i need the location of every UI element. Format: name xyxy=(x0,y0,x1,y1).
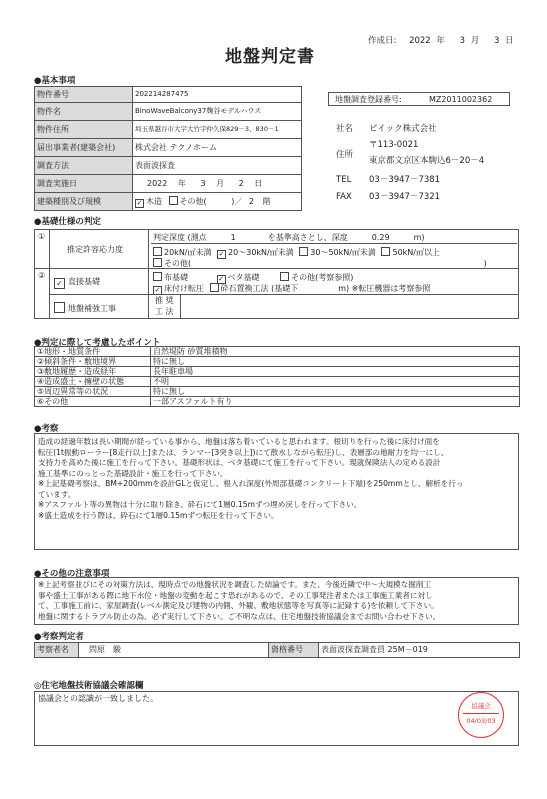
date-block xyxy=(368,37,514,46)
fnd-cloth: 布基礎 xyxy=(164,273,188,282)
consideration-line: ※上記基礎考察は、BM+200mmを設計GLと仮定し、根入れ深度(外周部基礎コンクリート下端)を250mmとし、解析を行っ xyxy=(38,479,464,488)
tel: 03－3947－7381 xyxy=(369,175,441,185)
fnd-gravel: 砕石置換工法 (基礎下 m) xyxy=(220,284,350,293)
address: 東京都文京区本駒込6－20－4 xyxy=(369,156,485,166)
direct-foundation xyxy=(54,278,100,289)
consideration-line: ※アスファルト等の異物は十分に取り除き、砕石にて1層0.15mずつ埋め戻しを行って下さい。 xyxy=(38,500,362,509)
point-label: ③敷地履歴・造成経年 xyxy=(35,367,151,377)
direct-checkbox[interactable]: ✓ xyxy=(54,278,65,289)
qualification-number: 表面波探査調査員 25M－019 xyxy=(319,643,520,658)
point-value: 長年駐車場 xyxy=(151,367,520,377)
spec-row1-no: ① xyxy=(38,232,46,241)
basic-value: 202214287475 xyxy=(133,87,302,103)
mat-checkbox[interactable]: ✓ xyxy=(218,275,224,283)
fax-label: FAX xyxy=(336,192,352,202)
council-box xyxy=(34,691,519,746)
council-text: 協議会との認識が一致しました。 xyxy=(38,694,158,703)
section-notes: ●その他の注意事項 xyxy=(34,569,110,579)
survey-date-label: 調査実施日 xyxy=(35,175,133,193)
structure-value xyxy=(133,193,302,211)
basic-label: 物件番号 xyxy=(35,87,133,103)
date-year: 2022 xyxy=(409,36,431,46)
notes-line: ※上記考察並びにその対策方法は、現時点での地盤状況を調査した結論です。また、今後近隣で中～大規模な掘削工 xyxy=(38,580,432,589)
fnd-other-checkbox[interactable] xyxy=(280,272,289,281)
improve-label: 地盤補強工事 xyxy=(68,304,116,313)
consideration-line: 造成の経過年数は長い期間が経っている事から、地盤は落ち着いていると思われます。根切りを行った後に床付け面を xyxy=(38,437,440,446)
section-consideration: ●考察 xyxy=(34,424,59,434)
date-label: 作成日: xyxy=(368,36,397,46)
examiner-name-label: 考察者名 xyxy=(35,643,79,658)
section-spec: ●基礎仕様の判定 xyxy=(34,217,101,227)
survey-day-unit: 日 xyxy=(254,178,263,188)
section-basic: ●基本事項 xyxy=(34,76,76,86)
basic-value: 株式会社 テクノホーム xyxy=(133,139,302,157)
opt-other-close: ) xyxy=(483,259,487,268)
structure-floor-unit: 階 xyxy=(262,196,271,206)
foundation-options-2 xyxy=(153,283,430,295)
date-day-unit: 日 xyxy=(505,36,514,46)
notes-line: て、工事施工前に、家屋調査(レベル測定及び建物の内側、外観、敷地状態等を写真等に記録する)を依頼して下さい。 xyxy=(38,601,439,610)
basic-value: BinoWaveBalcony37麹谷モデルハウス xyxy=(133,103,302,121)
strength-other xyxy=(153,258,487,268)
opt-20-30: 20～30kN/㎡未満 xyxy=(228,248,294,257)
fnd-compact: 床付け転圧 xyxy=(164,284,204,293)
section-examiner: ●考察判定者 xyxy=(34,632,84,642)
approval-stamp xyxy=(458,692,504,738)
point-value: 特に無し xyxy=(151,357,520,367)
improvement-work xyxy=(54,302,116,313)
basic-label: 物件名 xyxy=(35,103,133,121)
qualification-label: 資格番号 xyxy=(269,643,319,658)
points-table xyxy=(34,346,520,407)
examiner-table xyxy=(34,642,520,658)
tel-label: TEL xyxy=(336,175,352,185)
opt-lt20: 20kN/㎡未満 xyxy=(164,248,212,257)
survey-year: 2022 xyxy=(147,178,168,188)
fnd-other: その他(考察参照) xyxy=(291,273,354,282)
structure-close: )／ xyxy=(231,196,243,206)
point-value: 不明 xyxy=(151,377,520,387)
reg-number: MZ2011002362 xyxy=(429,95,493,104)
compact-checkbox[interactable]: ✓ xyxy=(154,286,161,294)
consideration-line: 支持力を高めた後に施工を行って下さい。基礎形状は、ベタ基礎にて施工を行って下さい。現就保険法人の定める設計 xyxy=(38,458,441,467)
direct-label: 直接基礎 xyxy=(68,277,100,286)
survey-month: 3 xyxy=(200,178,206,188)
fnd-mat: ベタ基礎 xyxy=(227,273,260,282)
basic-value: 表面波探査 xyxy=(133,157,302,175)
stamp-date: 04/03/03 xyxy=(466,717,496,725)
strength-other-checkbox[interactable] xyxy=(153,258,162,267)
date-day: 3 xyxy=(493,36,500,46)
basic-label: 調査方法 xyxy=(35,157,133,175)
structure-other: その他( xyxy=(179,196,207,206)
date-month-unit: 月 xyxy=(470,36,480,46)
point-label: ①地形・地質条件 xyxy=(35,347,151,357)
page-title: 地盤判定書 xyxy=(225,47,315,67)
point-value: 自然堤防 砂質堆積物 xyxy=(151,347,520,357)
section-points: ●判定に際して考慮したポイント xyxy=(34,338,161,348)
notes-line: 地盤に関するトラブル防止の為、必ず実行して下さい。ご不明な点は、住宅地盤技術協議会までお問い合わせ下さい。 xyxy=(38,611,441,621)
point-label: ④造成盛土・擁壁の状態 xyxy=(35,377,151,387)
basic-label: 物件住所 xyxy=(35,121,133,139)
strength-30-50-checkbox[interactable] xyxy=(299,247,308,256)
depth-text: 判定深度 (測点 1 を基準高さとし、深度 0.29 m) xyxy=(153,233,425,242)
point-label: ②傾斜条件・敷地境界 xyxy=(35,357,151,367)
fax: 03－3947－7321 xyxy=(369,192,441,202)
spec-row2-no: ② xyxy=(38,271,46,280)
opt-30-50: 30～50kN/㎡未満 xyxy=(310,248,376,257)
date-month: 3 xyxy=(459,36,466,46)
section-council: ◎住宅地盤技術協議会確認欄 xyxy=(34,681,144,691)
consideration-box xyxy=(34,433,519,550)
strength-lt20-checkbox[interactable] xyxy=(153,247,162,256)
postal-code: 〒113-0021 xyxy=(369,140,419,150)
consideration-line: ※盛土造成を行う際は、砕石にて1層0.15mずつ転圧を行って下さい。 xyxy=(38,510,279,520)
other-checkbox[interactable] xyxy=(169,196,178,205)
examiner-name: 問原 駿 xyxy=(79,643,269,658)
point-label: ⑤周辺異常等の状況 xyxy=(35,387,151,397)
consideration-line: ています。 xyxy=(38,489,76,499)
recommend-label-2: 工 法 xyxy=(155,307,174,316)
wood-checkbox[interactable]: ✓ xyxy=(136,198,143,207)
structure-wood: 木造 xyxy=(146,196,162,206)
spec-table xyxy=(34,229,519,319)
point-value: 一部アスファルト有り xyxy=(151,397,520,407)
survey-year-unit: 年 xyxy=(177,178,186,188)
strength-gt50-checkbox[interactable] xyxy=(381,247,390,256)
registration-box xyxy=(328,92,510,106)
strength-20-30-checkbox[interactable]: ✓ xyxy=(218,250,225,258)
improve-checkbox[interactable] xyxy=(54,302,65,313)
address-label: 住所 xyxy=(336,150,354,160)
cloth-checkbox[interactable] xyxy=(153,272,162,281)
survey-month-unit: 月 xyxy=(216,178,225,188)
basic-label: 届出事業者(建築会社) xyxy=(35,139,133,157)
stamp-title: 協議会 xyxy=(471,702,491,710)
opt-other: その他( xyxy=(164,259,192,268)
basic-value: 埼玉県越谷市大字大竹字仲久保829－3、830－1 xyxy=(133,121,302,139)
survey-date xyxy=(133,175,302,193)
basic-table xyxy=(34,86,302,211)
reg-label: 地盤調査登録番号: xyxy=(335,95,402,104)
notes-box xyxy=(34,577,519,625)
point-value: 特に無し xyxy=(151,387,520,397)
company-label: 社名 xyxy=(336,124,354,134)
spec-row1-label: 推定許容応力度 xyxy=(67,245,123,254)
gravel-checkbox[interactable] xyxy=(210,283,219,292)
structure-label: 建築種別及び規模 xyxy=(35,193,133,211)
company-name: ビイック株式会社 xyxy=(369,124,437,134)
opt-gt50: 50kN/㎡以上 xyxy=(392,248,440,257)
consideration-line: 施工基準にのっとった基礎設計・施工を行って下さい。 xyxy=(38,468,228,478)
recommend-label-1: 推 奨 xyxy=(155,296,174,305)
consideration-line: 転圧(1t振動ローラー[8走行以上]または、ランマー[3突き以上])にて散水しながら転圧)し、表層部の地耐力を均一にし、 xyxy=(38,447,449,457)
point-label: ⑥その他 xyxy=(35,397,151,407)
date-year-unit: 年 xyxy=(436,36,445,46)
fnd-note: ※転圧機器は考察参照 xyxy=(351,284,431,293)
structure-floors: 2 xyxy=(248,196,254,206)
survey-day: 2 xyxy=(238,178,244,188)
notes-line: 事や盛土工事がある際に地下水位・地盤の変動を起こす恐れがあるので、その工事発注者または工事施工業者に対し xyxy=(38,590,433,600)
